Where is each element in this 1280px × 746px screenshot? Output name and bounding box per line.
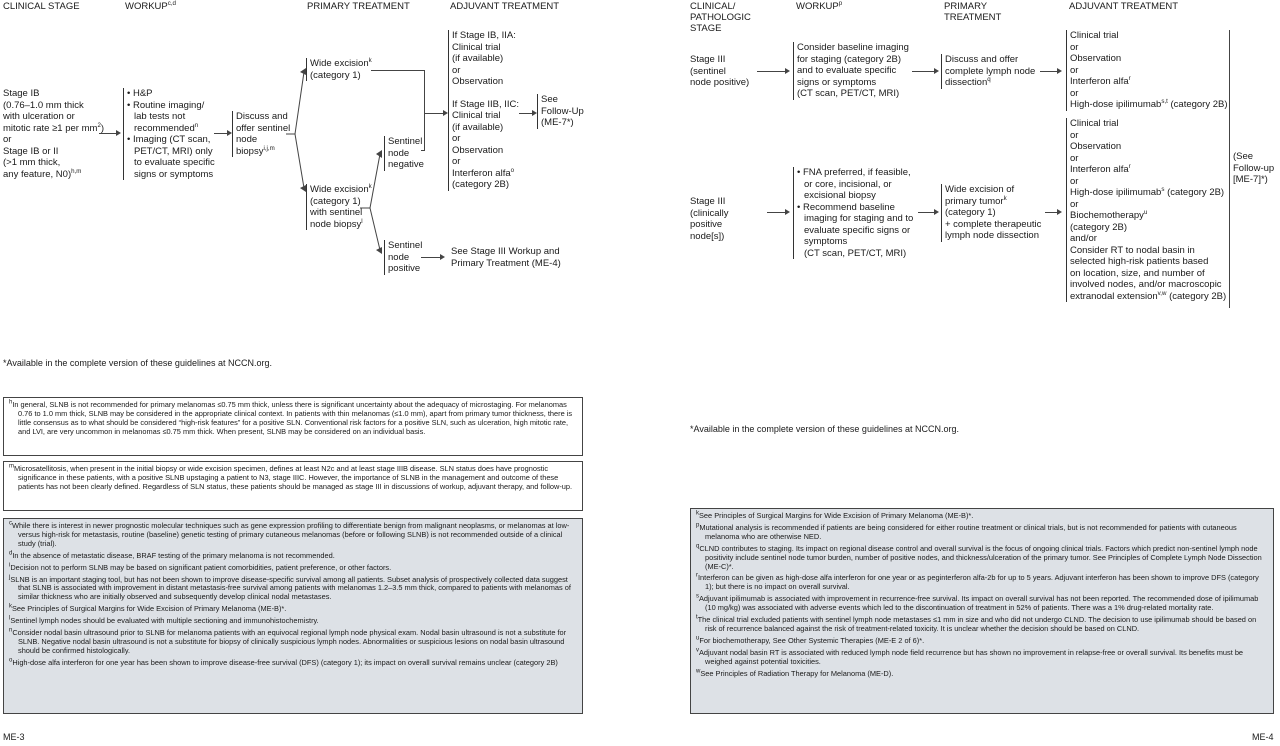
followup-line: (ME-7*) xyxy=(541,117,574,128)
stage-text: ) xyxy=(100,122,105,134)
adjuvant-text: Interferon alfa xyxy=(1070,164,1129,175)
header-line: STAGE xyxy=(690,23,722,34)
adjuvant-line: If Stage IIB, IIC: xyxy=(452,98,520,110)
arrow-right-icon xyxy=(1057,68,1062,74)
wide-excision-sup: l xyxy=(361,217,363,225)
adjuvant-line: or xyxy=(1070,175,1079,187)
workup-item: • FNA preferred, if feasible, or core, incisional, or excisional biopsy xyxy=(797,167,911,201)
header-workup-text: WORKUP xyxy=(796,1,839,12)
connector-line xyxy=(214,133,228,134)
connector-line xyxy=(918,212,935,213)
header-line: TREATMENT xyxy=(944,12,1002,23)
footnote-marker: j xyxy=(9,574,11,581)
followup-line: Follow-up xyxy=(1233,162,1275,174)
page-label-right: ME-4 xyxy=(1252,732,1274,742)
adjuvant-sup: s xyxy=(1161,185,1165,193)
branch-down xyxy=(370,208,380,250)
header-line: CLINICAL/ xyxy=(690,1,736,12)
footnote-box-h xyxy=(3,397,583,456)
adjuvant-line xyxy=(1070,291,1230,303)
workup-text: Imaging (CT scan, xyxy=(132,134,211,145)
adjuvant-line: on location, size, and number of xyxy=(1070,267,1205,279)
header-line: PRIMARY xyxy=(944,1,988,12)
footnote xyxy=(9,576,577,603)
footnote-marker: l xyxy=(9,615,11,622)
adjuvant-line: Clinical trial xyxy=(452,110,501,121)
footnote xyxy=(696,637,1268,646)
adjuvant-spacer xyxy=(452,88,534,99)
adjuvant-line: selected high-risk patients based xyxy=(1070,256,1209,267)
clinical-stage-block xyxy=(3,88,118,180)
footnote-text: SLNB is an important staging tool, but has not been shown to improve disease-specific survival among all patients. Subset analysis of prospectively collected data suggest that SLNB is associated with improvement in distant metastasis-free survival among patients with melanomas 1.2–3.5 mm thick, compared to patients with melanomas of similar thickness who are initially observed and subsequently develop clinical nodal metastases. xyxy=(10,574,571,602)
stage-sup: h,m xyxy=(71,167,82,175)
primary-line: Discuss and offer xyxy=(945,54,1019,65)
followup-line: [ME-7]*) xyxy=(1233,174,1268,185)
adjuvant-sup: s,t xyxy=(1161,97,1168,105)
connector-line xyxy=(99,133,117,134)
adjuvant-text: (category 2B) xyxy=(1167,99,1228,110)
bracket-line xyxy=(1229,30,1230,308)
branch-down xyxy=(295,134,304,188)
wide-excision-line xyxy=(310,58,376,70)
adjuvant-line: Consider RT to nodal basin in xyxy=(1070,244,1195,256)
workup-text: lab tests not xyxy=(134,111,186,122)
wide-excision-block xyxy=(306,58,376,81)
workup-text: symptoms xyxy=(804,236,848,247)
header-workup xyxy=(125,1,176,12)
sentinel-line: Sentinel xyxy=(388,240,423,251)
stage-line: node positive) xyxy=(690,77,750,88)
adjuvant-text: Interferon alfa xyxy=(452,167,511,179)
discuss-line: Discuss and xyxy=(236,111,288,122)
adjuvant-line xyxy=(1070,187,1230,199)
stage-line: Stage III xyxy=(690,196,726,207)
footnote xyxy=(9,552,577,561)
primary-line: lymph node dissection xyxy=(945,230,1039,241)
footnote xyxy=(9,401,577,437)
footnote-marker: d xyxy=(9,550,13,557)
footnote-marker: t xyxy=(696,614,698,621)
primary-sup: k xyxy=(1003,194,1007,202)
stage-iii-clinical-block xyxy=(690,196,762,242)
workup-text: to evaluate specific xyxy=(134,157,215,168)
connector-line xyxy=(371,70,425,71)
workup-line: (CT scan, PET/CT, MRI) xyxy=(797,88,900,99)
connector-line xyxy=(421,257,441,258)
footnote-text: For biochemotherapy, See Other Systemic Therapies (ME-E 2 of 6)*. xyxy=(699,635,925,645)
adjuvant-sup: r xyxy=(1128,162,1131,170)
footnote xyxy=(696,545,1268,572)
footnote-text: Adjuvant ipilimumab is associated with improvement in recurrence-free survival. Its impact on overall survival has not been reported. The recommended dose of ipilimumab (10 mg/kg) was associated with adverse events which led to the discontinuation of treatment in 52% of patients. There was a 1% drug-related mortality rate. xyxy=(699,594,1259,613)
stage-text: any feature, N0) xyxy=(3,168,72,180)
footnote xyxy=(9,522,577,549)
footnote xyxy=(9,659,577,668)
footnote-marker: k xyxy=(696,510,699,517)
connector-line xyxy=(757,71,786,72)
footnote xyxy=(696,649,1268,667)
workup-line: for staging (category 2B) xyxy=(797,53,902,65)
footnote-marker: m xyxy=(9,463,14,470)
workup-line: and to evaluate specific xyxy=(797,65,897,76)
footnote-marker: q xyxy=(696,543,700,550)
adjuvant-line: (if available) xyxy=(452,121,504,133)
footnote xyxy=(696,512,1268,521)
footnote-text: Decision not to perform SLNB may be based on significant patient comorbidities, patient preference, or other factors. xyxy=(10,562,392,572)
followup-line: See xyxy=(541,94,558,105)
arrow-right-icon xyxy=(1057,209,1062,215)
primary-line: + complete therapeutic xyxy=(945,218,1042,230)
adjuvant-line xyxy=(1070,164,1230,176)
adjuvant-line: or xyxy=(1070,64,1079,76)
footnote-text: In general, SLNB is not recommended for primary melanomas ≤0.75 mm thick, unless there is significant uncertainty about the adequacy of microstaging. For melanomas 0.76 to 1.0 mm thick, SLNB may be considered in the appropriate clinical context. In patients with thin melanomas (≤1.0 mm), apart from primary tumor thickness, there is little consensus as to what should be considered “high-risk features” for a positive SLN. Conventional risk factors for a positive SLN, such as ulceration, high mitotic rate, and LVI, are very uncommon in melanomas ≤0.75 mm thick. When present, SLNB may be considered on an individual basis. xyxy=(12,400,573,436)
footnote-marker: k xyxy=(9,603,12,610)
stage-line: (>1 mm thick, xyxy=(3,157,61,168)
adjuvant-line: or xyxy=(1070,87,1079,99)
footnote xyxy=(696,616,1268,634)
footnote xyxy=(696,574,1268,592)
connector-line xyxy=(424,70,425,113)
footnote-text: High-dose alfa interferon for one year has been shown to improve disease-free survival (DFS) (category 1); its impact on overall survival remains unclear (category 2B) xyxy=(12,657,558,667)
reference-line: Primary Treatment (ME-4) xyxy=(451,257,561,269)
workup-block xyxy=(123,88,223,180)
wide-excision-text: Wide excision xyxy=(310,58,369,69)
workup-text: Routine imaging/ xyxy=(132,99,205,111)
stage-line: (0.76–1.0 mm thick xyxy=(3,99,84,111)
workup-text: or core, incisional, or xyxy=(804,178,892,190)
footnote-marker: i xyxy=(9,562,11,569)
followup-right-block xyxy=(1233,151,1279,186)
workup-sup: n xyxy=(194,121,199,129)
footnote-text: Adjuvant nodal basin RT is associated with reduced lymph node field recurrence but has shown no improvement in relapse-free or overall survival. Its benefits must be weighed against potential toxicities. xyxy=(699,647,1244,666)
branch-up xyxy=(295,72,304,134)
header-workup-sup: c,d xyxy=(167,0,176,7)
arrow-right-icon xyxy=(116,130,121,136)
workup-text: Recommend baseline xyxy=(802,201,895,213)
footnote-text: While there is interest in newer prognostic molecular techniques such as gene expression profiling to differentiate benign from malignant neoplasms, or melanomas at low- versus high-risk for metastasis, routine (baseline) genetic testing of primary cutaneous melanomas (before or following SLNB) is not recommended outside of a clinical study (trial). xyxy=(12,521,570,548)
footnote-marker: n xyxy=(9,627,13,634)
adjuvant-line: Clinical trial xyxy=(1070,30,1119,41)
adjuvant-line: or xyxy=(1070,152,1079,164)
footnote-text: Interferon can be given as high-dose alfa interferon for one year or as peginterferon alfa-2b for up to 5 years. Adjuvant interferon has been shown to improve DFS (category 1); but there is no impact on overall survival. xyxy=(698,573,1259,592)
footnote xyxy=(696,595,1268,613)
wide-excision-text: node biopsy xyxy=(310,218,362,230)
arrow-right-icon xyxy=(934,68,939,74)
header-clinical-stage: CLINICAL STAGE xyxy=(3,1,80,12)
discuss-sup: i,j,m xyxy=(263,144,275,152)
adjuvant-line: Observation xyxy=(1070,53,1122,64)
adjuvant-text: High-dose ipilimumab xyxy=(1070,99,1162,110)
header-clinical-pathologic-stage xyxy=(690,1,751,34)
header-workup-sup: p xyxy=(838,0,843,7)
footnote xyxy=(696,524,1268,542)
stage-iii-reference xyxy=(451,246,591,269)
header-primary-treatment-right xyxy=(944,1,1001,23)
primary-line: complete lymph node xyxy=(945,65,1036,77)
footnote xyxy=(9,465,577,492)
stage-text: mitotic rate ≥1 per mm xyxy=(3,122,98,134)
primary-text: dissection xyxy=(945,77,988,88)
wide-excision-line: with sentinel xyxy=(310,207,363,218)
header-workup-right xyxy=(796,1,842,12)
branch-up xyxy=(370,154,380,208)
footnote-marker: w xyxy=(696,668,701,675)
footnote-text: The clinical trial excluded patients with sentinel lymph node metastases ≤1 mm in size and who did not undergo CLND. The decision to use ipilimumab should be based on risk of recurrence balanced against the risk of treatment-related toxicity. It is unclear whether the decision should be based on CLND. xyxy=(697,615,1257,633)
header-primary-treatment: PRIMARY TREATMENT xyxy=(307,1,410,12)
adjuvant-line: or xyxy=(452,133,461,144)
primary-b-block xyxy=(941,184,1049,242)
arrow-down-icon xyxy=(376,247,382,254)
wide-excision-text: Wide excision xyxy=(310,184,369,195)
footnote-marker: v xyxy=(696,647,699,654)
workup-text: evaluate specific signs or xyxy=(804,224,911,236)
arrow-right-icon xyxy=(785,68,790,74)
arrow-right-icon xyxy=(934,209,939,215)
footnote xyxy=(9,629,577,656)
workup-item: • Routine imaging/ lab tests not recommended$^n$ xyxy=(127,99,205,134)
adjuvant-line xyxy=(1070,76,1230,88)
stage-line xyxy=(3,169,118,181)
footnote-marker: h xyxy=(9,399,13,406)
reference-line: See Stage III Workup and xyxy=(451,246,560,257)
page-label-left: ME-3 xyxy=(3,732,25,742)
sentinel-line: positive xyxy=(388,263,421,274)
footnote xyxy=(9,564,577,573)
adjuvant-line: or xyxy=(452,64,461,76)
footnote-box-m xyxy=(3,461,583,511)
adjuvant-b-block xyxy=(1066,118,1230,302)
adjuvant-text: High-dose ipilimumab xyxy=(1070,187,1162,198)
sentinel-positive-block xyxy=(384,240,426,275)
available-note-right: *Available in the complete version of these guidelines at NCCN.org. xyxy=(690,424,959,434)
sentinel-line: node xyxy=(388,147,410,159)
footnote-marker: s xyxy=(696,593,699,600)
adjuvant-line: (category 2B) xyxy=(1070,221,1128,233)
workup-line: signs or symptoms xyxy=(797,76,877,88)
stage-sup: 2 xyxy=(97,121,101,129)
adjuvant-text: extranodal extension xyxy=(1070,290,1158,302)
adjuvant-line: Observation xyxy=(452,144,504,156)
header-line: PATHOLOGIC xyxy=(690,12,751,23)
primary-sup: q xyxy=(987,75,991,83)
connector-line xyxy=(767,212,786,213)
footnote-text: See Principles of Surgical Margins for Wide Excision of Primary Melanoma (ME-B)*. xyxy=(699,511,974,520)
connector-line xyxy=(1040,71,1058,72)
stage-line: or xyxy=(3,134,12,145)
adjuvant-sup: v,w xyxy=(1157,289,1167,297)
header-workup-text: WORKUP xyxy=(125,1,168,12)
header-adjuvant-treatment: ADJUVANT TREATMENT xyxy=(450,1,560,12)
followup-line: Follow-Up xyxy=(541,105,584,117)
footnote-text: In the absence of metastatic disease, BRAF testing of the primary melanoma is not recommended. xyxy=(12,550,335,560)
sentinel-line: node xyxy=(388,251,410,263)
footnote-text: Consider nodal basin ultrasound prior to SLNB for melanoma patients with an equivocal regional lymph node physical exam. Nodal basin ultrasound is not a substitute for SLNB. Negative nodal basin ultrasound is not a substitute for biopsy of clinically suspicious lymph nodes. Abnormalities or suspicious lesions on nodal basin ultrasound should be confirmed histologically. xyxy=(12,628,567,655)
footnote-text: See Principles of Surgical Margins for Wide Excision of Primary Melanoma (ME-B)*. xyxy=(12,604,287,614)
adjuvant-line: Clinical trial xyxy=(1070,118,1119,129)
arrow-right-icon xyxy=(440,254,445,260)
wide-excision-line: (category 1) xyxy=(310,195,361,207)
stage-iii-sentinel-block xyxy=(690,54,756,89)
adjuvant-line: and/or xyxy=(1070,233,1097,244)
adjuvant-line: or xyxy=(452,156,461,167)
connector-line xyxy=(424,113,425,151)
stage-line: Stage IB or II xyxy=(3,145,59,157)
footnote-marker: p xyxy=(696,522,700,529)
adjuvant-block xyxy=(448,30,534,191)
workup-text: (CT scan, PET/CT, MRI) xyxy=(804,247,907,259)
primary-line: Wide excision of xyxy=(945,184,1015,195)
connector-line xyxy=(912,71,935,72)
workup-text: H&P xyxy=(132,88,153,99)
adjuvant-sup: r xyxy=(1128,74,1131,82)
adjuvant-line: Observation xyxy=(452,76,504,87)
sentinel-line: negative xyxy=(388,159,424,170)
primary-line: (category 1) xyxy=(945,207,996,218)
adjuvant-line: If Stage IB, IIA: xyxy=(452,30,516,41)
wide-excision-sup: k xyxy=(368,182,372,190)
adjuvant-line: or xyxy=(1070,129,1079,141)
header-adjuvant-treatment-right: ADJUVANT TREATMENT xyxy=(1069,1,1179,12)
workup-b-block xyxy=(793,167,927,259)
adjuvant-sup: o xyxy=(510,166,515,174)
primary-line xyxy=(945,196,1049,208)
footnote-marker: u xyxy=(696,635,700,642)
footnote-text: Microsatellitosis, when present in the initial biopsy or wide excision specimen, defines at least N2c and at least stage IIIB disease. SLN status does have prognostic significance in these patients, with a positive SLNB upstaging a patient to N3, stage IIIC. However, the importance of SLNB in the management and outcome of these patients has not been clearly defined. Regardless of SLN status, these patients should be managed as stage III in discussions of workup, adjuvant therapy, and follow-up. xyxy=(14,464,573,491)
adjuvant-line xyxy=(1070,99,1230,111)
adjuvant-line xyxy=(1070,210,1230,222)
connector-line xyxy=(519,113,533,114)
footnote-text: Sentinel lymph nodes should be evaluated with multiple sectioning and immunohistochemistry. xyxy=(10,616,319,626)
adjuvant-line: Observation xyxy=(1070,141,1122,152)
followup-line: (See xyxy=(1233,151,1254,162)
footnote-box-shaded-left xyxy=(3,518,583,714)
adjuvant-text: Interferon alfa xyxy=(1070,76,1129,87)
footnote xyxy=(9,605,577,614)
workup-item: • H&P xyxy=(127,88,153,99)
workup-text: imaging for staging and to xyxy=(804,213,914,224)
adjuvant-text: (category 2B) xyxy=(1164,187,1225,198)
wide-excision-line: (category 1) xyxy=(310,69,361,81)
adjuvant-line: Clinical trial xyxy=(452,41,501,53)
footnote-marker: o xyxy=(9,657,13,664)
adjuvant-line xyxy=(452,168,534,180)
workup-text: signs or symptoms xyxy=(134,168,214,180)
discuss-line: node xyxy=(236,134,258,145)
discuss-text: biopsy xyxy=(236,145,264,157)
branch-lines xyxy=(286,60,310,200)
workup-item: • Recommend baseline imaging for staging and to evaluate specific signs or symptoms (CT scan, PET/CT, MRI) xyxy=(797,201,914,259)
footnote-text: See Principles of Radiation Therapy for Melanoma (ME-D). xyxy=(700,668,894,678)
available-note: *Available in the complete version of these guidelines at NCCN.org. xyxy=(3,358,272,368)
adjuvant-line: or xyxy=(1070,41,1079,53)
primary-text: primary tumor xyxy=(945,195,1004,207)
workup-item: • Imaging (CT scan, PET/CT, MRI) only to evaluate specific signs or symptoms xyxy=(127,134,215,180)
wide-excision-sup: k xyxy=(368,56,372,64)
footnote-text: CLND contributes to staging. Its impact on regional disease control and overall survival is the focus of ongoing clinical trials. Factors which predict non-sentinel lymph node positivity include sentinel node tumor burden, number of positive nodes, and thickness/ulceration of the primary tumor. See Principles of Complete Lymph Node Dissection (ME-C)*. xyxy=(699,543,1262,571)
workup-line: Consider baseline imaging xyxy=(797,42,909,53)
adjuvant-line: or xyxy=(1070,198,1079,210)
adjuvant-line: involved nodes, and/or macroscopic xyxy=(1070,279,1222,290)
sentinel-line: Sentinel xyxy=(388,136,423,147)
footnote-marker: r xyxy=(696,572,698,579)
footnote-text: Mutational analysis is recommended if patients are being considered for either routine treatment or clinical trials, but is not recommended for patients with cutaneous melanoma who are otherwise NED. xyxy=(699,522,1237,541)
stage-line: Stage IB xyxy=(3,88,40,99)
workup-a-block xyxy=(793,42,927,100)
stage-line: (sentinel xyxy=(690,65,726,77)
stage-line: with ulceration or xyxy=(3,111,75,122)
arrow-right-icon xyxy=(785,209,790,215)
stage-line: (clinically positive xyxy=(690,207,729,230)
connector-line xyxy=(424,113,444,114)
stage-line: node[s]) xyxy=(690,230,725,242)
adjuvant-line: (if available) xyxy=(452,53,504,64)
footnote-marker: c xyxy=(9,520,12,527)
followup-block xyxy=(537,94,589,129)
footnote xyxy=(696,670,1268,679)
workup-text: FNA preferred, if feasible, xyxy=(802,167,911,178)
workup-text: excisional biopsy xyxy=(804,190,876,201)
stage-line: Stage III xyxy=(690,54,726,65)
primary-a-block xyxy=(941,54,1049,89)
sentinel-negative-block xyxy=(384,136,426,171)
adjuvant-text: (category 2B) xyxy=(1166,290,1227,302)
footnote xyxy=(9,617,577,626)
adjuvant-sup: u xyxy=(1143,208,1148,216)
adjuvant-a-block xyxy=(1066,30,1230,111)
workup-text: PET/CT, MRI) only xyxy=(134,145,213,157)
adjuvant-text: Biochemotherapy xyxy=(1070,210,1144,221)
discuss-line: offer sentinel xyxy=(236,122,291,134)
primary-line xyxy=(945,77,1049,89)
adjuvant-line: (category 2B) xyxy=(452,179,510,190)
workup-text: recommended xyxy=(134,122,195,134)
footnote-box-shaded-right xyxy=(690,508,1274,714)
